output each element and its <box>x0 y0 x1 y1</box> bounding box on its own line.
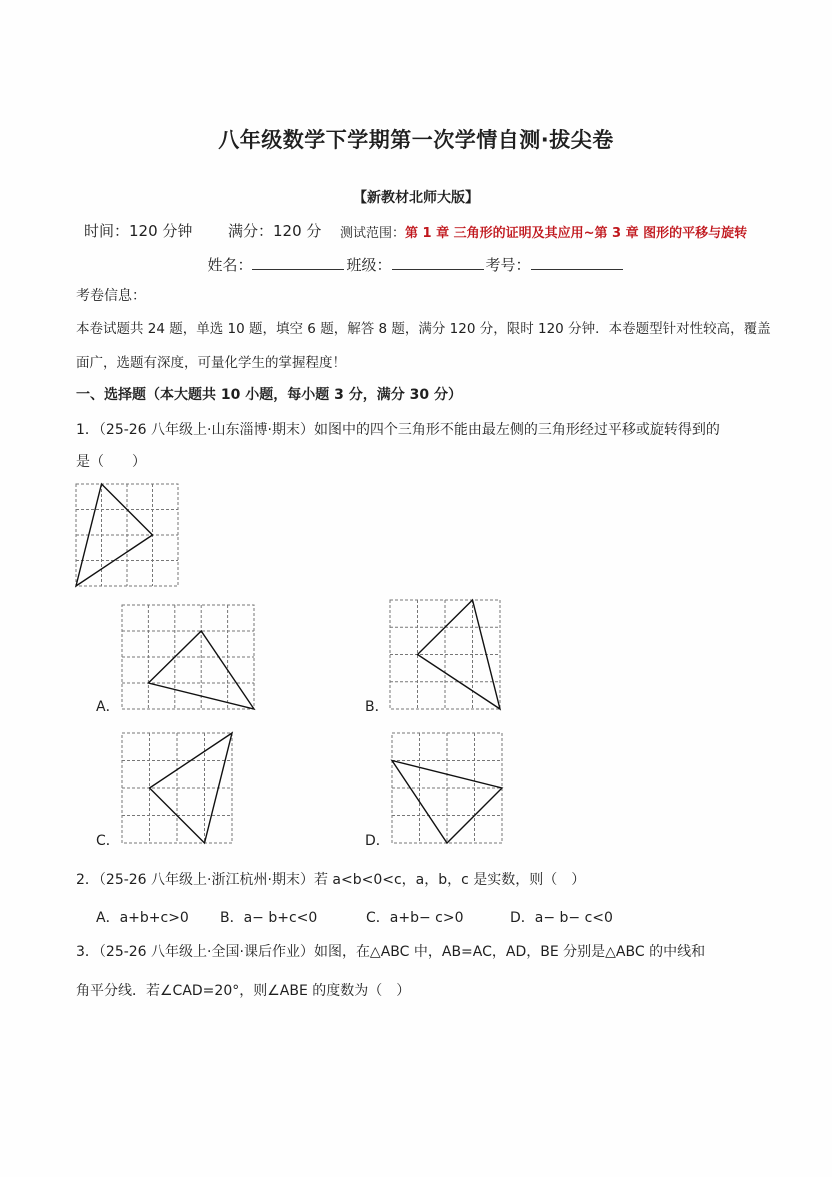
q1-option-c-label: C． <box>96 833 120 849</box>
section-heading: 一、选择题（本大题共 10 小题，每小题 3 分，满分 30 分） <box>76 387 462 403</box>
q1-option-a-figure <box>122 605 256 711</box>
time-label: 时间：120 分钟 <box>84 222 193 240</box>
q1-option-d-label: D． <box>365 833 390 849</box>
question-1-stem: 1．（25-26 八年级上·山东淄博·期末）如图中的四个三角形不能由最左侧的三角形经过平移或旋转得到的 <box>76 422 720 438</box>
question-3-stem: 3．（25-26 八年级上·全国·课后作业）如图，在△ABC 中，AB=AC，AD，BE 分别是△ABC 的中线和 <box>76 944 706 960</box>
q1-reference-figure <box>76 484 180 588</box>
class-field[interactable] <box>392 255 484 270</box>
info-heading: 考卷信息： <box>76 288 146 304</box>
question-1-stem-cont: 是（ ） <box>76 454 146 470</box>
scope-row <box>340 222 747 241</box>
info-line-1: 本卷试题共 24 题，单选 10 题，填空 6 题，解答 8 题，满分 120 分，限时 120 分钟．本卷题型针对性较高，覆盖 <box>76 321 771 337</box>
class-label: 班级： <box>346 256 392 274</box>
q2-option-c: C．a+b− c>0 <box>366 910 464 926</box>
q1-option-b-figure <box>390 600 502 711</box>
q1-option-a-label: A． <box>96 699 120 715</box>
q2-option-a: A．a+b+c>0 <box>96 910 189 926</box>
q1-option-c-figure <box>122 733 234 845</box>
info-line-2: 面广，选题有深度，可量化学生的掌握程度！ <box>76 355 346 371</box>
name-field[interactable] <box>252 255 344 270</box>
student-info-row <box>0 254 832 275</box>
scope-label: 测试范围： <box>340 226 406 241</box>
page-title: 八年级数学下学期第一次学情自测·拔尖卷 <box>218 128 614 152</box>
question-2-stem: 2．（25-26 八年级上·浙江杭州·期末）若 a<b<0<c，a，b，c 是实数，则（ ） <box>76 872 586 888</box>
q1-option-b-label: B． <box>365 699 389 715</box>
id-label: 考号： <box>485 256 531 274</box>
question-3-stem-cont: 角平分线．若∠CAD=20°，则∠ABE 的度数为（ ） <box>76 983 411 999</box>
q2-option-d: D．a− b− c<0 <box>510 910 613 926</box>
name-label: 姓名： <box>207 256 253 274</box>
q1-option-d-figure <box>392 733 504 845</box>
edition-label: 【新教材北师大版】 <box>353 190 479 206</box>
id-field[interactable] <box>531 255 623 270</box>
q2-option-b: B．a− b+c<0 <box>220 910 318 926</box>
scope-value: 第 1 章 三角形的证明及其应用~第 3 章 图形的平移与旋转 <box>405 226 748 241</box>
score-label: 满分：120 分 <box>228 222 322 240</box>
